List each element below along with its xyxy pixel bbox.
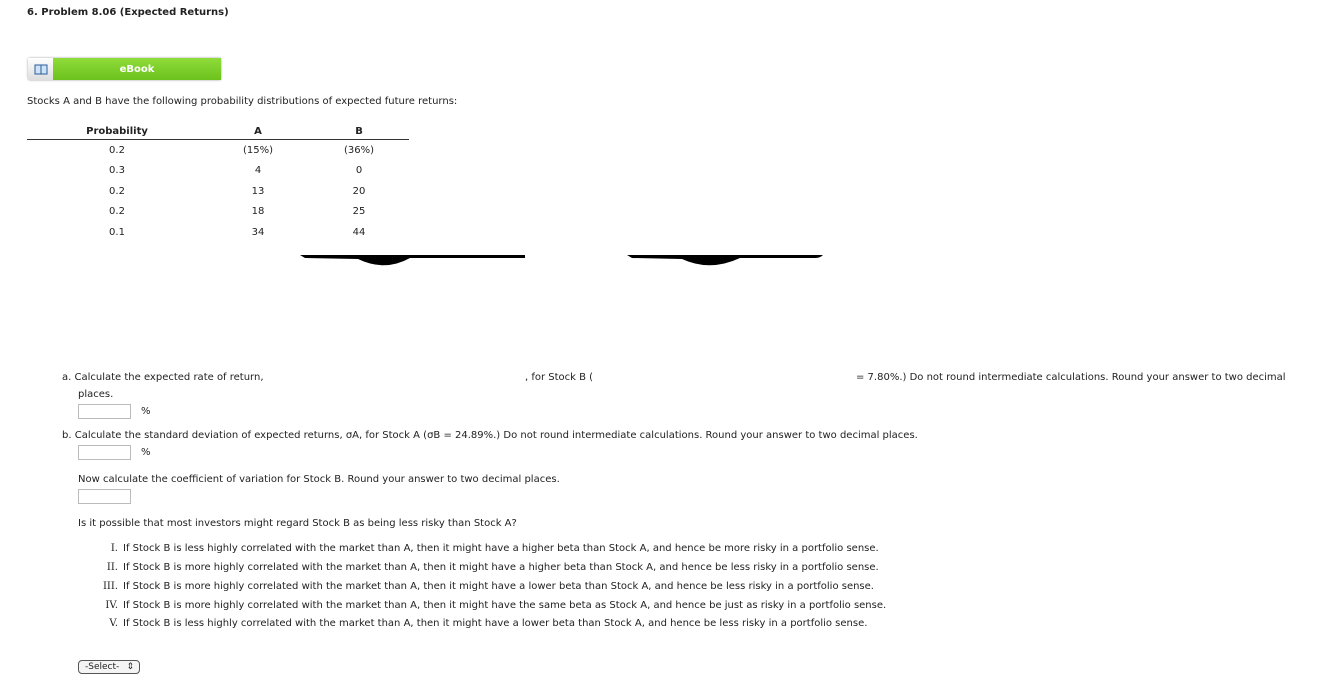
cv-input[interactable] xyxy=(78,489,131,504)
cell: 13 xyxy=(251,185,265,197)
ebook-label: eBook xyxy=(53,58,221,80)
chevron-updown-icon: ⇕ xyxy=(126,662,134,672)
option-num: III. xyxy=(102,581,118,592)
cv-text: Now calculate the coefficient of variation for Stock B. Round your answer to two decimal places. xyxy=(78,474,560,485)
expected-return-input[interactable] xyxy=(78,404,131,419)
select-value: -Select- xyxy=(85,662,120,672)
option-text: If Stock B is more highly correlated with the market than A, then it might have a higher beta than Stock A, and hence be less risky in a portfolio sense. xyxy=(123,562,879,573)
cell: 20 xyxy=(352,185,366,197)
cell: 0 xyxy=(355,165,363,177)
table-row xyxy=(27,140,409,161)
option-text: If Stock B is more highly correlated with the market than A, then it might have the same beta as Stock A, and hence be just as risky in a portfolio sense. xyxy=(123,600,887,611)
cell: (36%) xyxy=(343,144,375,156)
cell: 44 xyxy=(352,226,366,238)
header-b: B xyxy=(309,124,409,140)
option-3 xyxy=(92,581,874,592)
returns-table xyxy=(27,124,409,243)
book-icon xyxy=(28,58,53,80)
part-a-text-1: a. Calculate the expected rate of return, xyxy=(62,372,264,383)
cell: 18 xyxy=(251,206,265,218)
risk-question: Is it possible that most investors might regard Stock B as being less risky than Stock A? xyxy=(78,518,517,529)
option-2 xyxy=(92,562,879,573)
broken-math-image xyxy=(0,250,1321,275)
option-num: II. xyxy=(106,562,118,573)
problem-title: 6. Problem 8.06 (Expected Returns) xyxy=(27,7,229,18)
cell: 25 xyxy=(352,206,366,218)
option-5 xyxy=(92,618,867,629)
cell: 0.1 xyxy=(109,226,125,238)
part-b-text: b. Calculate the standard deviation of expected returns, σA, for Stock A (σB = 24.89%.) Do not round intermediate calculations. Round your answer to two decimal places. xyxy=(62,430,918,441)
cell: 0.3 xyxy=(109,165,125,177)
part-a-text-3: = 7.80%.) Do not round intermediate calculations. Round your answer to two decimal xyxy=(856,372,1286,383)
option-num: IV. xyxy=(105,600,118,611)
percent-unit: % xyxy=(141,447,151,458)
intro-text: Stocks A and B have the following probability distributions of expected future returns: xyxy=(27,96,458,107)
cell: 0.2 xyxy=(109,144,125,156)
ebook-button[interactable] xyxy=(28,58,221,80)
option-1 xyxy=(92,543,879,554)
option-num: V. xyxy=(109,618,118,629)
std-dev-input[interactable] xyxy=(78,445,131,460)
option-num: I. xyxy=(110,543,118,554)
table-row xyxy=(27,161,409,182)
option-text: If Stock B is more highly correlated with the market than A, then it might have a lower beta than Stock A, and hence be less risky in a portfolio sense. xyxy=(123,581,874,592)
part-a-text-2: , for Stock B ( xyxy=(525,372,594,383)
cell: 0.2 xyxy=(109,206,125,218)
cell: (15%) xyxy=(242,144,274,156)
answer-select[interactable] xyxy=(78,660,140,674)
cell: 0.2 xyxy=(109,185,125,197)
part-a-text-4: places. xyxy=(78,389,114,400)
option-text: If Stock B is less highly correlated with the market than A, then it might have a higher beta than Stock A, and hence be more risky in a portfolio sense. xyxy=(123,543,879,554)
header-probability: Probability xyxy=(27,124,207,140)
table-row xyxy=(27,181,409,202)
percent-unit: % xyxy=(141,406,151,417)
option-4 xyxy=(92,600,886,611)
option-text: If Stock B is less highly correlated with the market than A, then it might have a lower beta than Stock A, and hence be less risky in a portfolio sense. xyxy=(123,618,868,629)
header-a: A xyxy=(207,124,309,140)
table-row xyxy=(27,202,409,223)
cell: 4 xyxy=(254,165,262,177)
cell: 34 xyxy=(251,226,265,238)
table-row xyxy=(27,222,409,243)
